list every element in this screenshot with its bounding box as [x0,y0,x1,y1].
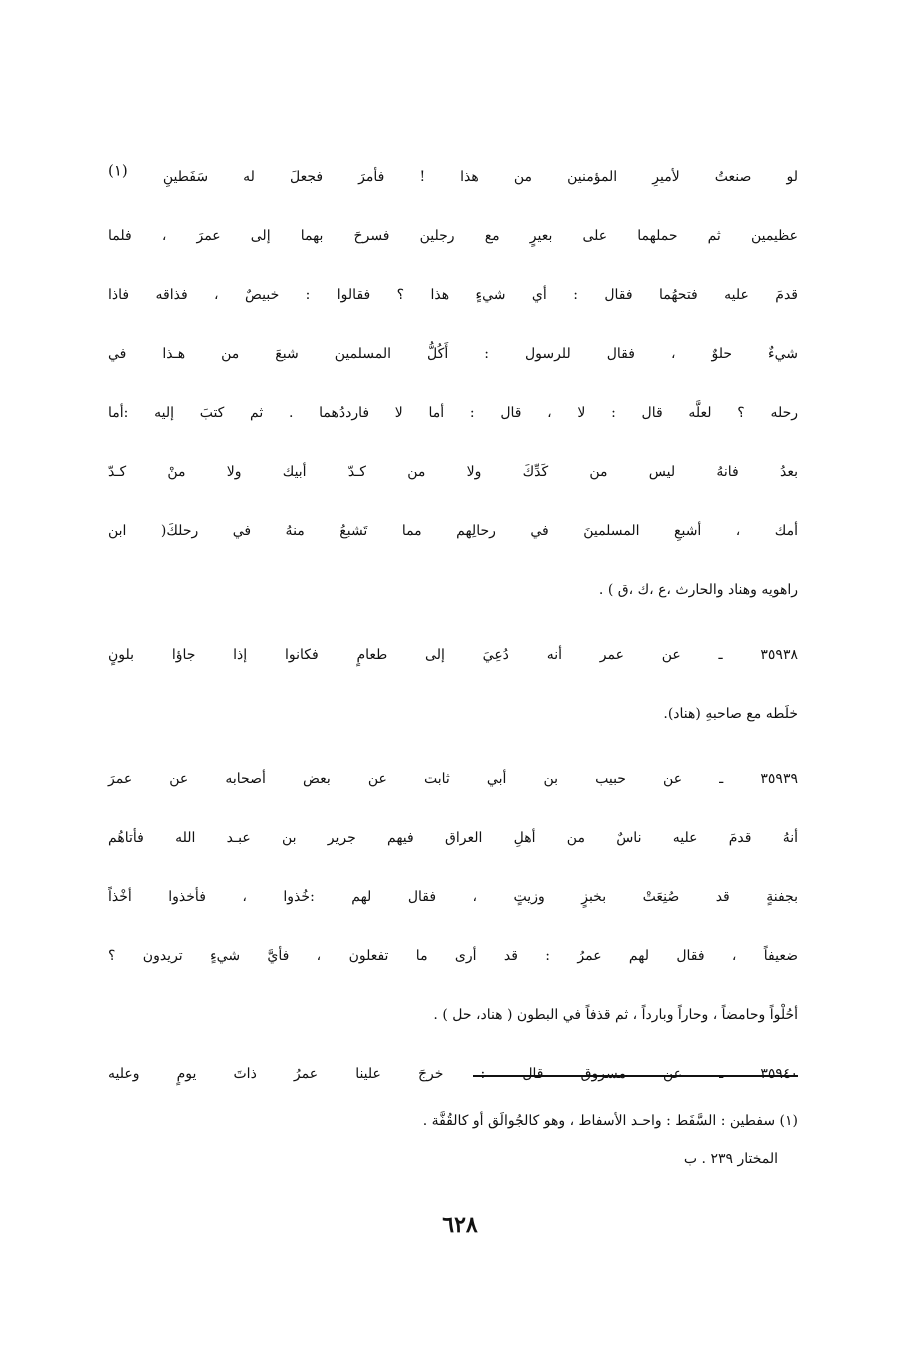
text-line [108,148,798,207]
hadith-paragraph [108,750,798,1045]
text-line: ٣٥٩٤٠ ـ عن مسروق قال : خرجَ علينا عمرُ ذاتَ يومٍ وعليه [108,1066,798,1082]
text-line: بجفنةٍ قد صُنِعَتْ بخبزٍ وزيتٍ ، فقال لهم :خُذوا ، فأخذوا أخْذاً [108,889,798,905]
text-line: ٣٥٩٣٩ ـ عن حبيب بن أبي ثابت عن بعض أصحابه عن عمرَ [108,771,798,787]
text-line: رحله ؟ لعلَّه قال : لا ، قال : أما لا فارددُهما . ثم كتبَ إليه :أما [108,405,798,421]
text-line: أحُلْواً وحامضاً ، وحاراً وبارداً ، ثم قذفاً في البطون ( هناد، حل ) . [433,1007,798,1023]
text-line: ضعيفاً ، فقال لهم عمرُ : قد أرى ما تفعلون ، فأيَّ شيءٍ تريدون ؟ [108,948,798,964]
text-line: عظيمين ثم حملهما على بعيرٍ مع رجلين فسرحَ بهما إلى عمرَ ، فلما [108,228,798,244]
text-line: أنهُ قدمَ عليه ناسٌ من أهلِ العراق فيهم جرير بن عبـد الله فأتاهُم [108,830,798,846]
text-line: راهويه وهناد والحارث ،ع ،ك ،ق ) . [598,582,798,598]
footnote-line: (١) سفطين : السَّفَط : واحـد الأسفاط ، وهو كالجُوالَق أو كالقُفَّة . [422,1113,798,1129]
text-segment: لو صنعتُ لأميرِ المؤمنين من هذا ! فأمرَ فجعلَ له سَفَطينِ [162,169,798,185]
text-line: قدمَ عليه فتحهُما فقال : أي شيءٍ هذا ؟ فقالوا : خبيصٌ ، فذاقه فاذا [108,287,798,303]
page-number: ٦٢٨ [442,1212,478,1238]
text-line: شيءٌ حلوٌ ، فقال للرسول : أَكُلُّ المسلمين شبعَ من هـذا في [108,346,798,362]
text-line: أمك ، أشبعِ المسلمينَ في رحالِهم مما تَشبعُ منهُ في رحلكَ( ابن [108,523,798,539]
footnote-reference: (١) [108,161,128,180]
text-line: خلَطه مع صاحبهِ (هناد). [663,706,798,722]
footnotes [108,1102,798,1178]
hadith-paragraph [108,148,798,620]
footnote-line: المختار ٢٣٩ . ب [683,1151,778,1167]
hadith-paragraph [108,626,798,744]
text-line: بعدُ فانهُ ليس من كَدِّكَ ولا من كـدّ أبيك ولا منْ كـدّ [108,464,798,480]
footnote-separator [473,1075,798,1077]
text-line: ٣٥٩٣٨ ـ عن عمر أنه دُعِيَ إلى طعامٍ فكانوا إذا جاؤا بلونٍ [108,647,798,663]
main-text [108,148,798,1104]
